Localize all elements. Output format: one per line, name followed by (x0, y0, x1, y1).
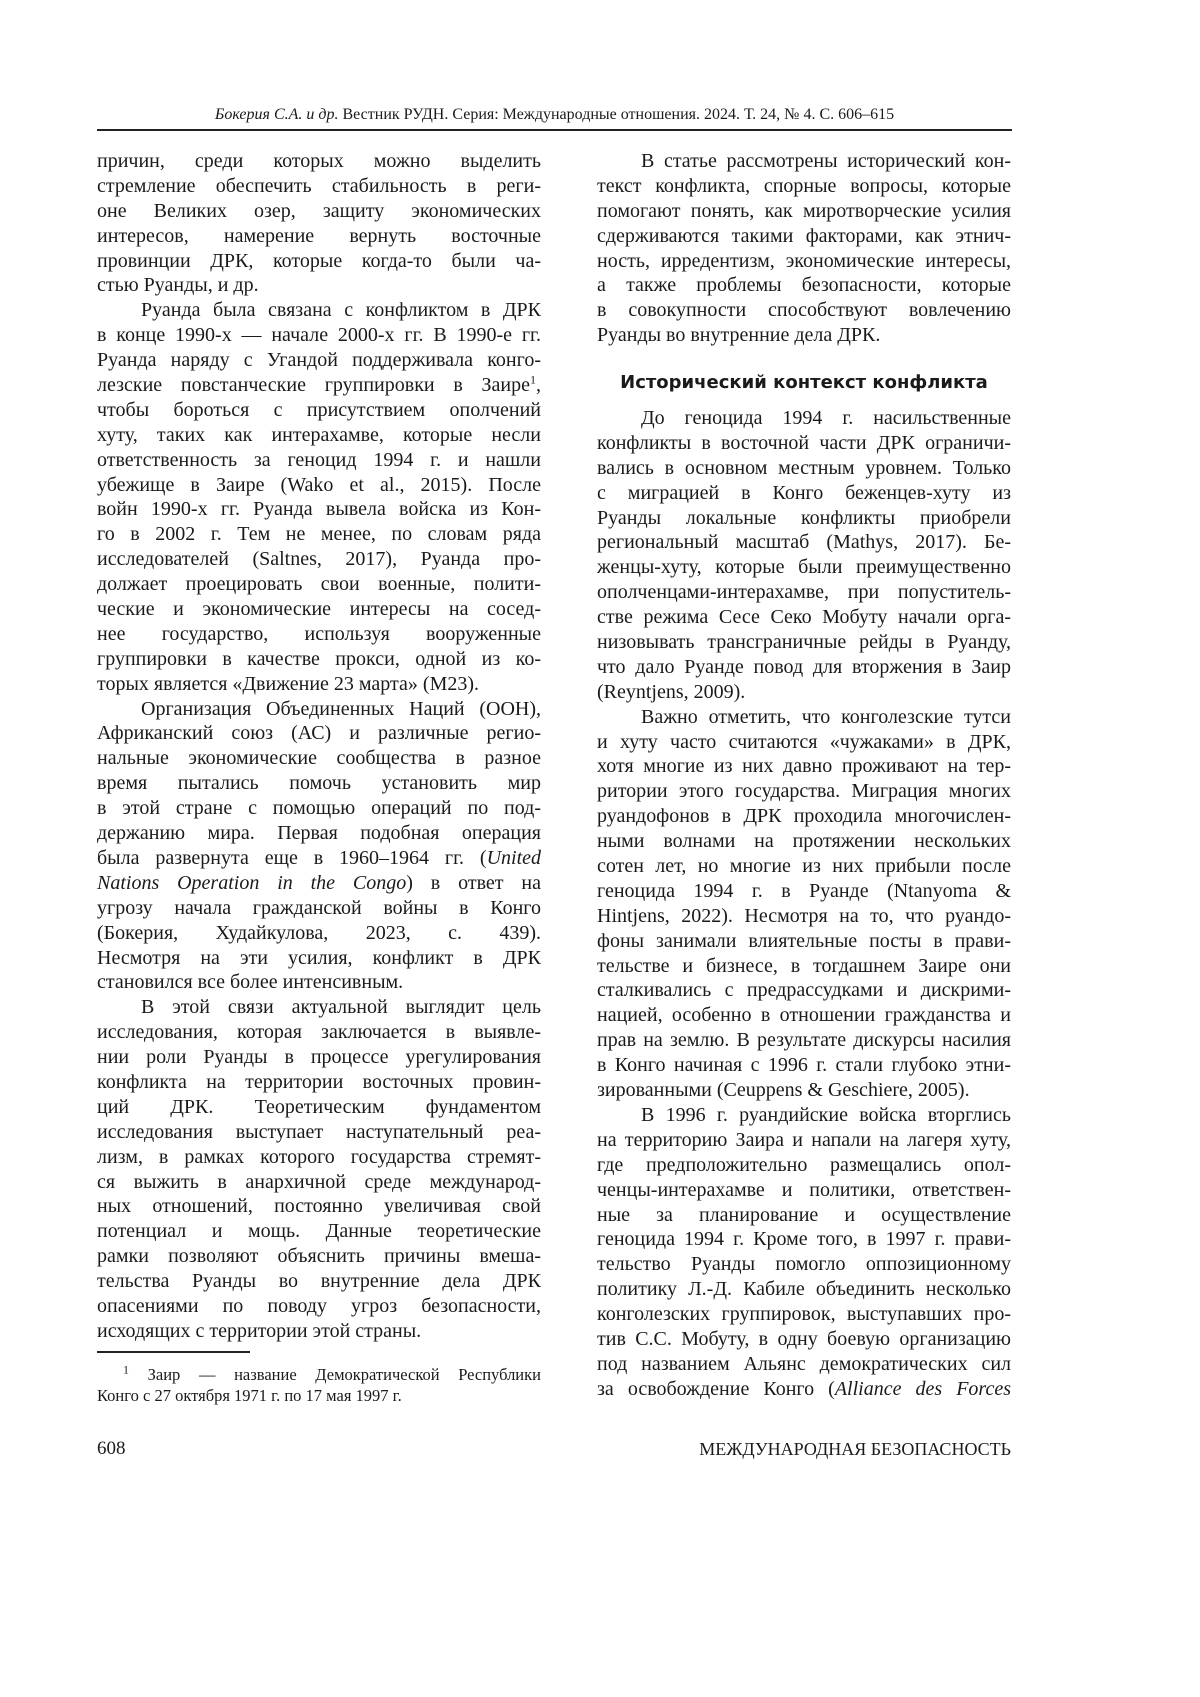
text-line: опасениями по поводу угроз безопасности, (97, 1294, 541, 1319)
text-line: исследователей (Saltnes, 2017), Руанда про- (97, 547, 541, 572)
footnote-marker: 1 (123, 1363, 129, 1377)
text-line (597, 1377, 1011, 1402)
text-line: ных отношений, постоянно увеличивая свой (97, 1194, 541, 1219)
text-line: конголезских группировок, выступавших про- (597, 1302, 1011, 1327)
header-rule (97, 129, 1012, 131)
text-line: стве режима Сесе Секо Мобуту начали орга- (597, 605, 1011, 630)
text-line: в Конго начиная с 1996 г. стали глубоко этни- (597, 1053, 1011, 1078)
text-line: интересов, намерение вернуть восточные (97, 224, 541, 249)
paragraph (597, 406, 1011, 705)
text-line: тельство Руанды помогло оппозиционному (597, 1252, 1011, 1277)
text-line: лизм, в рамках которого государства стремят- (97, 1145, 541, 1170)
text-line: сотен лет, но многие из них прибыли после (597, 854, 1011, 879)
text-line: где предположительно размещались опол- (597, 1153, 1011, 1178)
text-segment: ) в ответ на (406, 872, 541, 894)
text-line: женцы-хуту, которые были преимущественно (597, 555, 1011, 580)
text-line: в конце 1990-х — начале 2000-х гг. В 1990-е гг. (97, 323, 541, 348)
paragraph (97, 149, 541, 298)
text-line: руандофонов в ДРК проходила многочислен- (597, 804, 1011, 829)
text-line: чтобы бороться с присутствием ополчений (97, 398, 541, 423)
italic-text: United (487, 847, 541, 869)
text-line: Руанды локальные конфликты приобрели (597, 506, 1011, 531)
text-line: До геноцида 1994 г. насильственные (597, 406, 1011, 431)
text-line: низовывать трансграничные рейды в Руанду, (597, 630, 1011, 655)
text-line: нацией, особенно в отношении гражданства и (597, 1003, 1011, 1028)
right-column-body (597, 406, 1011, 1402)
paragraph (97, 697, 541, 996)
text-line: го в 2002 г. Тем не менее, по словам ряда (97, 522, 541, 547)
text-line: нее государство, используя вооруженные (97, 622, 541, 647)
text-line: держанию мира. Первая подобная операция (97, 821, 541, 846)
right-column-intro (597, 149, 1011, 348)
text-line: (Reyntjens, 2009). (597, 680, 1011, 705)
text-line: (Бокерия, Худайкулова, 2023, с. 439). (97, 921, 541, 946)
text-line: должает проецировать свои военные, полити- (97, 572, 541, 597)
text-line: региональный масштаб (Mathys, 2017). Бе- (597, 530, 1011, 555)
text-line: стью Руанды, и др. (97, 273, 541, 298)
text-line: на территорию Заира и напали на лагеря хуту, (597, 1128, 1011, 1153)
text-line: убежище в Заире (Wako et al., 2015). После (97, 473, 541, 498)
text-line: исходящих с территории этой страны. (97, 1319, 541, 1344)
section-heading: Исторический контекст конфликта (597, 370, 1011, 396)
header-authors: Бокерия С.А. и др. (215, 106, 339, 123)
paragraph (597, 1103, 1011, 1402)
text-line: зированными (Ceuppens & Geschiere, 2005). (597, 1078, 1011, 1103)
footnote (97, 1364, 541, 1406)
text-line: время пытались помочь установить мир (97, 771, 541, 796)
text-line: геноцида 1994 г. Кроме того, в 1997 г. прави- (597, 1227, 1011, 1252)
text-segment: лезские повстанческие группировки в Заире (97, 374, 530, 396)
text-line: текст конфликта, спорные вопросы, которые (597, 174, 1011, 199)
text-line: помогают понять, как миротворческие усилия (597, 199, 1011, 224)
text-line: ченцы-интерахамве и политики, ответствен- (597, 1178, 1011, 1203)
text-line: ные за планирование и осуществление (597, 1203, 1011, 1228)
text-line: стремление обеспечить стабильность в реги- (97, 174, 541, 199)
text-line: конфликта на территории восточных провин- (97, 1070, 541, 1095)
text-line: вались в основном местным уровнем. Только (597, 456, 1011, 481)
text-line: тельства Руанды во внутренние дела ДРК (97, 1269, 541, 1294)
text-line: ритории этого государства. Миграция многих (597, 779, 1011, 804)
text-line: Руанда наряду с Угандой поддерживала конго- (97, 348, 541, 373)
text-line: тив С.С. Мобуту, в одну боевую организацию (597, 1327, 1011, 1352)
text-line: прав на землю. В результате дискурсы насилия (597, 1028, 1011, 1053)
text-line: Руанда была связана с конфликтом в ДРК (97, 298, 541, 323)
text-line: в совокупности способствуют вовлечению (597, 298, 1011, 323)
text-line (97, 373, 541, 398)
text-line: Hintjens, 2022). Несмотря на то, что руандо- (597, 904, 1011, 929)
text-line: Несмотря на эти усилия, конфликт в ДРК (97, 946, 541, 971)
text-line: нии роли Руанды в процессе урегулирования (97, 1045, 541, 1070)
text-line: фоны занимали влиятельные посты в прави- (597, 929, 1011, 954)
text-line: ческие и экономические интересы на сосед- (97, 597, 541, 622)
footnote-rule (97, 1351, 250, 1353)
paragraph (97, 1364, 541, 1406)
paragraph (597, 705, 1011, 1103)
text-line: конфликты в восточной части ДРК ограничи- (597, 431, 1011, 456)
text-line: ными волнами на протяжении нескольких (597, 829, 1011, 854)
text-line: исследования, которая заключается в выявле- (97, 1020, 541, 1045)
paragraph (597, 149, 1011, 348)
text-line: ций ДРК. Теоретическим фундаментом (97, 1095, 541, 1120)
text-line: а также проблемы безопасности, которые (597, 273, 1011, 298)
text-segment: была развернута еще в 1960–1964 гг. ( (97, 847, 487, 869)
text-segment: за освобождение Конго ( (597, 1378, 835, 1400)
text-line: и хуту часто считаются «чужаками» в ДРК, (597, 730, 1011, 755)
text-line: с миграцией в Конго беженцев-хуту из (597, 481, 1011, 506)
text-line: хуту, таких как интерахамве, которые несли (97, 423, 541, 448)
text-line: ность, ирредентизм, экономические интересы, (597, 249, 1011, 274)
paragraph (97, 298, 541, 696)
italic-text: Alliance des Forces (835, 1378, 1011, 1400)
text-line: Африканский союз (АС) и различные регио- (97, 721, 541, 746)
text-line: оне Великих озер, защиту экономических (97, 199, 541, 224)
left-column (97, 149, 541, 1344)
text-line: угрозу начала гражданской войны в Конго (97, 896, 541, 921)
text-line: политику Л.-Д. Кабиле объединить несколько (597, 1277, 1011, 1302)
text-line: что дало Руанде повод для вторжения в Заир (597, 655, 1011, 680)
text-line: потенциал и мощь. Данные теоретические (97, 1219, 541, 1244)
text-line: в этой стране с помощью операций по под- (97, 796, 541, 821)
text-line: исследования выступает наступательный реа- (97, 1120, 541, 1145)
text-line: В 1996 г. руандийские войска вторглись (597, 1103, 1011, 1128)
text-line: ополченцами-интерахамве, при попуститель- (597, 580, 1011, 605)
text-line (97, 871, 541, 896)
text-line: сдерживаются такими факторами, как этнич- (597, 224, 1011, 249)
text-line (97, 1364, 541, 1385)
text-line: провинции ДРК, которые когда-то были ча- (97, 249, 541, 274)
text-line: рамки позволяют объяснить причины вмеша- (97, 1244, 541, 1269)
text-line: под названием Альянс демократических сил (597, 1352, 1011, 1377)
text-line: Важно отметить, что конголезские тутси (597, 705, 1011, 730)
running-header (97, 104, 1012, 126)
text-line: хотя многие из них давно проживают на тер- (597, 754, 1011, 779)
footnote-marker: 1 (530, 372, 536, 386)
italic-text: Nations Operation in the Congo (97, 872, 406, 894)
text-line: ответственность за геноцид 1994 г. и нашли (97, 448, 541, 473)
text-segment: Заир — название Демократической Республики (129, 1365, 541, 1384)
text-line: Конго с 27 октября 1971 г. по 17 мая 1997 г. (97, 1385, 541, 1406)
header-journal: Вестник РУДН. Серия: Международные отношения. 2024. Т. 24, № 4. С. 606–615 (343, 106, 895, 123)
page-number: 608 (97, 1437, 126, 1461)
text-line: торых является «Движение 23 марта» (M23). (97, 672, 541, 697)
text-line: ся выжить в анархичной среде международ- (97, 1170, 541, 1195)
text-line: В этой связи актуальной выглядит цель (97, 995, 541, 1020)
text-line: В статье рассмотрены исторический кон- (597, 149, 1011, 174)
text-line: причин, среди которых можно выделить (97, 149, 541, 174)
text-line: Руанды во внутренние дела ДРК. (597, 323, 1011, 348)
text-line (97, 846, 541, 871)
text-line: геноцида 1994 г. в Руанде (Ntanyoma & (597, 879, 1011, 904)
text-line: тельстве и бизнесе, в тогдашнем Заире они (597, 954, 1011, 979)
text-line: сталкивались с предрассудками и дискрими- (597, 978, 1011, 1003)
text-line: Организация Объединенных Наций (ООН), (97, 697, 541, 722)
text-line: становился все более интенсивным. (97, 970, 541, 995)
text-line: группировки в качестве прокси, одной из ко- (97, 647, 541, 672)
text-line: нальные экономические сообщества в разное (97, 746, 541, 771)
text-segment: , (536, 374, 541, 396)
footer-section-name: МЕЖДУНАРОДНАЯ БЕЗОПАСНОСТЬ (699, 1437, 1011, 1461)
text-line: войн 1990-х гг. Руанда вывела войска из Кон- (97, 497, 541, 522)
paragraph (97, 995, 541, 1343)
